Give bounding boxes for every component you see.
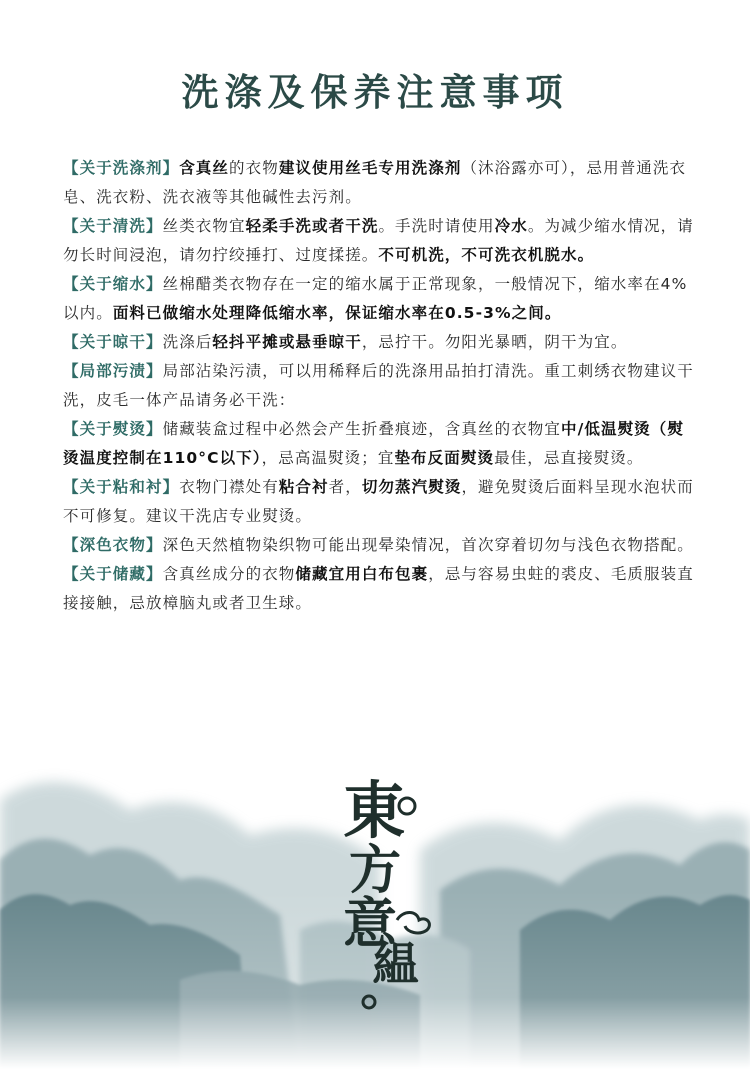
body-text: ，忌拧干。勿阳光暴晒，阴干为宜。: [361, 333, 628, 351]
page-title: 洗涤及保养注意事项: [181, 71, 569, 114]
body-text: 者，: [328, 478, 362, 496]
section-tag: 【关于熨烫】: [63, 420, 163, 438]
section-tag: 【关于晾干】: [63, 333, 163, 351]
body-text: 。为减少缩水情况，请勿长时间浸泡，请勿拧绞捶打、过度揉搓。: [63, 217, 694, 264]
section-tag: 【关于洗涤剂】: [63, 159, 180, 177]
body-text: 的衣物: [229, 159, 279, 177]
care-section: [63, 154, 695, 212]
care-instructions: [63, 154, 695, 618]
emphasis-text: 冷水: [494, 217, 528, 235]
body-text: 丝类衣物宜: [162, 217, 246, 235]
emphasis-text: 轻抖平摊或悬垂晾干: [212, 333, 362, 351]
body-text: 丝棉醋类衣物存在一定的缩水属于正常现象，一般情况下，缩水率在4%以内。: [63, 275, 688, 322]
emphasis-text: 含真丝: [179, 159, 230, 177]
care-section: [63, 473, 695, 531]
body-text: 局部沾染污渍，可以用稀释后的洗涤用品拍打清洗。重工刺绣衣物建议干洗，皮毛一体产品请务必干洗：: [63, 362, 694, 409]
emphasis-text: 轻柔手洗或者干洗: [245, 217, 379, 235]
care-section: [63, 328, 695, 357]
care-section: [63, 357, 695, 415]
emphasis-text: 储藏宜用白布包裹: [295, 565, 429, 583]
emphasis-text: 中/低温熨烫（熨烫温度控制在110°C以下）: [63, 420, 684, 467]
section-tag: 【关于粘和衬】: [63, 478, 180, 496]
care-section: [63, 212, 695, 270]
logo-cloud-icon: [397, 913, 429, 933]
body-text: 储藏装盒过程中必然会产生折叠痕迹，含真丝的衣物宜: [162, 420, 562, 438]
body-text: （沐浴露亦可），忌用普通洗衣皂、洗衣粉、洗衣液等其他碱性去污剂。: [63, 159, 687, 206]
body-text: ，忌高温熨烫；宜: [261, 449, 395, 467]
care-section: [63, 270, 695, 328]
body-text: 衣物门襟处有: [179, 478, 279, 496]
section-tag: 【关于储藏】: [63, 565, 163, 583]
emphasis-text: 切勿蒸汽熨烫: [361, 478, 462, 496]
care-section: [63, 415, 695, 473]
logo-char-1: 東: [343, 774, 406, 847]
care-section: [63, 531, 695, 560]
body-text: 。手洗时请使用: [378, 217, 495, 235]
emphasis-text: 垫布反面熨烫: [394, 449, 495, 467]
section-tag: 【关于清洗】: [63, 217, 163, 235]
body-text: ，忌与容易虫蛀的裘皮、毛质服装直接接触，忌放樟脑丸或者卫生球。: [63, 565, 694, 612]
logo-char-4: 緼: [373, 937, 419, 991]
emphasis-text: 建议使用丝毛专用洗涤剂: [278, 159, 462, 177]
body-text: 洗涤后: [162, 333, 213, 351]
body-text: ，避免熨烫后面料呈现水泡状而不可修复。建议干洗店专业熨烫。: [63, 478, 694, 525]
logo-char-3: 意: [343, 891, 397, 955]
logo-dot-icon: [363, 996, 375, 1008]
care-section: [63, 560, 695, 618]
emphasis-text: 不可机洗，不可洗衣机脱水。: [378, 246, 595, 264]
emphasis-text: 面料已做缩水处理降低缩水率，保证缩水率在0.5-3%之间。: [112, 304, 562, 322]
section-tag: 【深色衣物】: [63, 536, 163, 554]
emphasis-text: 粘合衬: [278, 478, 329, 496]
section-tag: 【关于缩水】: [63, 275, 163, 293]
body-text: 深色天然植物染织物可能出现晕染情况，首次穿着切勿与浅色衣物搭配。: [162, 536, 694, 554]
section-tag: 【局部污渍】: [63, 362, 163, 380]
body-text: 最佳，忌直接熨烫。: [494, 449, 644, 467]
brand-logo: [335, 770, 445, 1020]
body-text: 含真丝成分的衣物: [162, 565, 296, 583]
logo-char-2: 方: [349, 840, 402, 901]
